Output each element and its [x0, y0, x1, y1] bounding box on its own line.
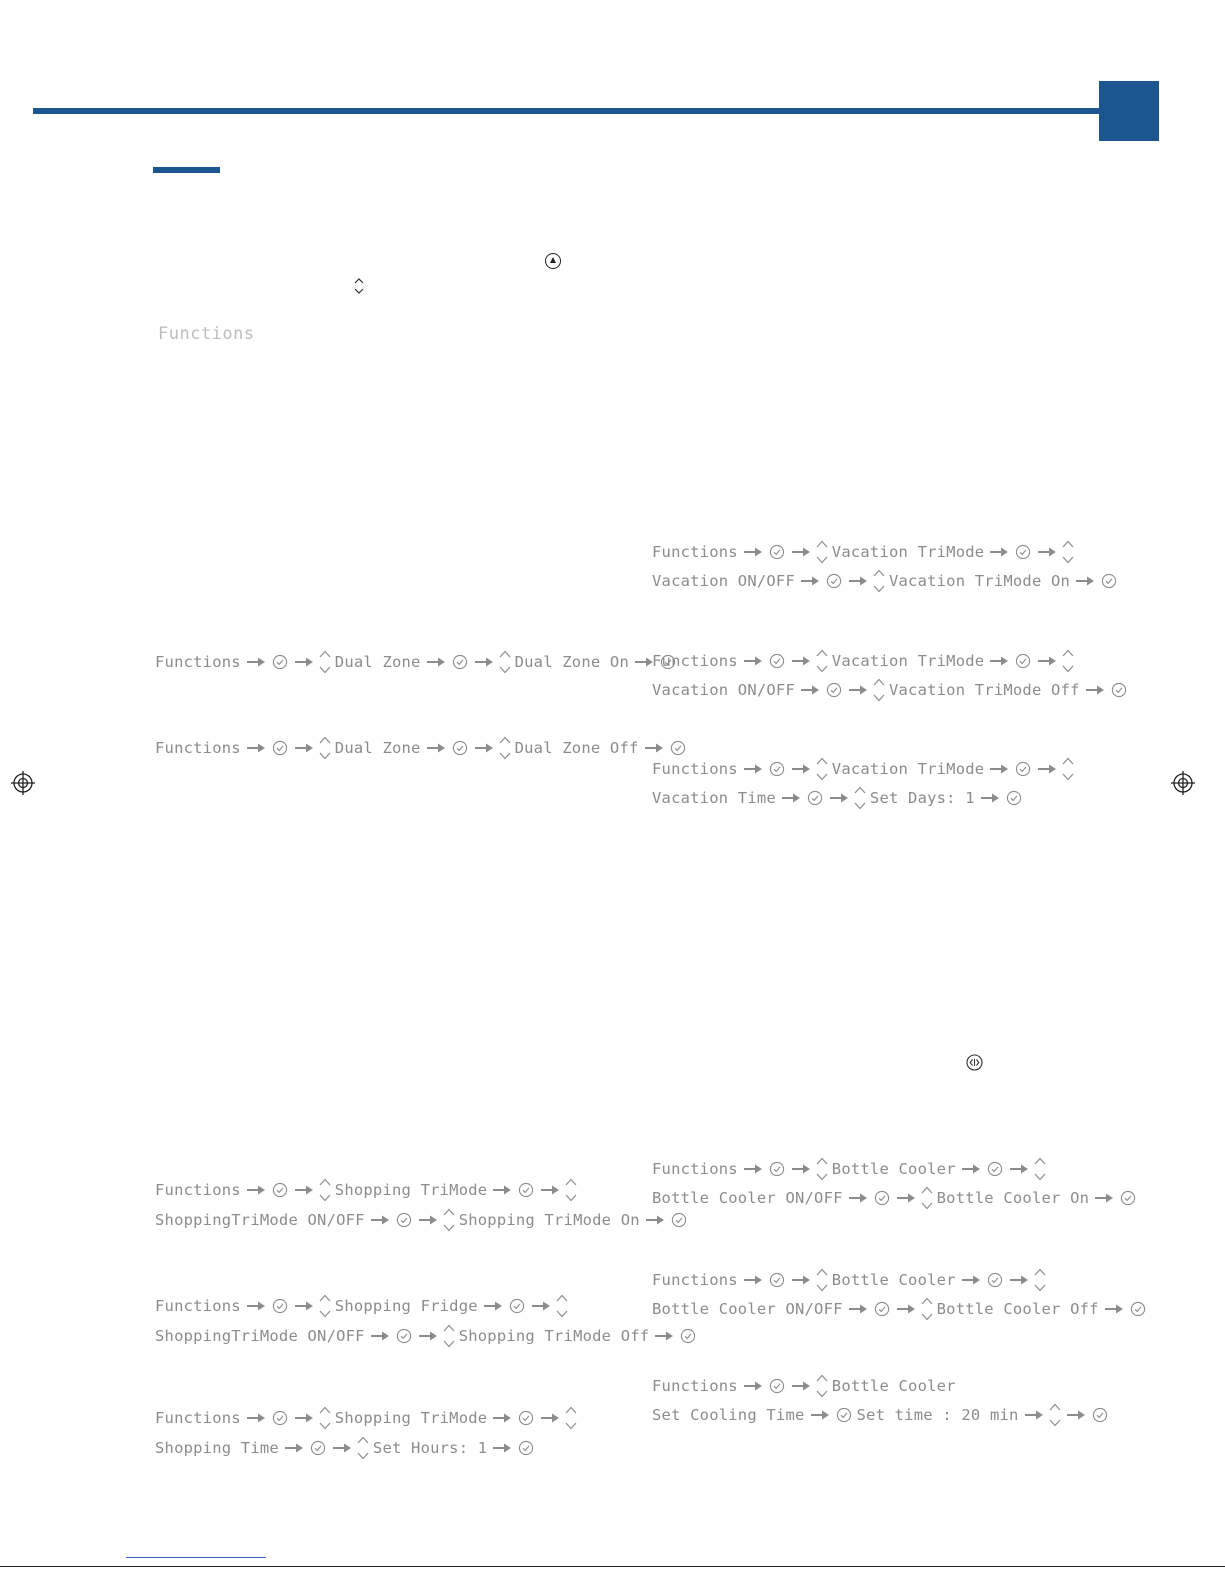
right-arrow-icon: [246, 1300, 266, 1312]
seq-word: Vacation TriMode On: [888, 572, 1071, 590]
right-arrow-icon: [980, 792, 1000, 804]
seq-word: Functions: [652, 543, 738, 561]
up-down-chevron-icon: [318, 1177, 332, 1203]
check-circle-icon: [518, 1182, 534, 1198]
zone-toggle-icon: [966, 1054, 983, 1071]
right-arrow-icon: [1066, 1409, 1086, 1421]
check-circle-icon: [509, 1298, 525, 1314]
right-arrow-icon: [540, 1184, 560, 1196]
right-arrow-icon: [492, 1442, 512, 1454]
check-circle-icon: [518, 1440, 534, 1456]
seq-word: Dual Zone On: [514, 653, 629, 671]
right-arrow-icon: [800, 684, 820, 696]
right-arrow-icon: [284, 1442, 304, 1454]
sequence-shopping-time-line1: [153, 1405, 579, 1431]
seq-word: Bottle Cooler ON/OFF: [652, 1189, 843, 1207]
right-arrow-icon: [1037, 546, 1057, 558]
right-arrow-icon: [1009, 1274, 1029, 1286]
right-arrow-icon: [370, 1330, 390, 1342]
right-arrow-icon: [791, 1380, 811, 1392]
right-arrow-icon: [743, 1163, 763, 1175]
up-down-chevron-icon: [1048, 1402, 1062, 1428]
up-down-chevron-icon: [353, 277, 365, 295]
up-down-chevron-icon: [318, 735, 332, 761]
up-down-chevron-icon: [1061, 539, 1075, 565]
up-down-chevron-icon: [815, 1373, 829, 1399]
right-arrow-icon: [294, 656, 314, 668]
seq-word: Shopping TriMode: [334, 1409, 488, 1427]
check-circle-icon: [826, 682, 842, 698]
right-arrow-icon: [492, 1412, 512, 1424]
sequence-bottle-time-line2: [650, 1402, 1111, 1428]
seq-word: Shopping TriMode: [334, 1181, 488, 1199]
right-arrow-icon: [810, 1409, 830, 1421]
right-arrow-icon: [800, 575, 820, 587]
right-arrow-icon: [1037, 763, 1057, 775]
seq-word: Functions: [155, 1297, 241, 1315]
right-arrow-icon: [743, 1380, 763, 1392]
right-arrow-icon: [246, 1412, 266, 1424]
up-down-chevron-icon: [815, 1156, 829, 1182]
seq-word: Functions: [155, 739, 241, 757]
seq-word: Vacation TriMode Off: [888, 681, 1080, 699]
seq-word: Functions: [652, 1377, 738, 1395]
right-arrow-icon: [1085, 684, 1105, 696]
right-arrow-icon: [474, 656, 494, 668]
sequence-bottle-on-line1: [650, 1156, 1048, 1182]
right-arrow-icon: [1037, 655, 1057, 667]
check-circle-icon: [272, 654, 288, 670]
seq-word: Set Cooling Time: [652, 1406, 805, 1424]
seq-word: Shopping TriMode On: [458, 1211, 640, 1229]
check-circle-icon: [874, 1301, 890, 1317]
sequence-shopping-on-line1: [153, 1177, 579, 1203]
right-arrow-icon: [743, 546, 763, 558]
seq-word: Dual Zone: [334, 739, 421, 757]
right-arrow-icon: [848, 684, 868, 696]
right-arrow-icon: [743, 1274, 763, 1286]
right-arrow-icon: [492, 1184, 512, 1196]
check-circle-icon: [1092, 1407, 1108, 1423]
right-arrow-icon: [961, 1163, 981, 1175]
right-arrow-icon: [1104, 1303, 1124, 1315]
check-circle-icon: [987, 1161, 1003, 1177]
seq-word: Vacation TriMode: [831, 760, 985, 778]
up-down-chevron-icon: [872, 568, 886, 594]
up-down-chevron-icon: [498, 649, 512, 675]
right-arrow-icon: [294, 1300, 314, 1312]
footer-link-underline: [126, 1557, 266, 1558]
footer-rule: [0, 1566, 1225, 1567]
check-circle-icon: [1015, 761, 1031, 777]
right-arrow-icon: [474, 742, 494, 754]
check-circle-icon: [1130, 1301, 1146, 1317]
chapter-tab: [1099, 81, 1159, 141]
right-arrow-icon: [483, 1300, 503, 1312]
section-heading: Functions: [158, 324, 255, 344]
seq-word: Functions: [155, 1409, 241, 1427]
seq-word: Vacation ON/OFF: [652, 572, 795, 590]
check-circle-icon: [518, 1410, 534, 1426]
seq-word: Bottle Cooler On: [936, 1189, 1090, 1207]
up-down-chevron-icon: [555, 1293, 569, 1319]
section-marker: [153, 167, 220, 173]
check-circle-icon: [807, 790, 823, 806]
up-down-chevron-icon: [356, 1435, 370, 1461]
right-arrow-icon: [829, 792, 849, 804]
up-down-chevron-icon: [564, 1177, 578, 1203]
right-arrow-icon: [332, 1442, 352, 1454]
seq-word: ShoppingTriMode ON/OFF: [155, 1211, 365, 1229]
right-arrow-icon: [961, 1274, 981, 1286]
seq-word: Vacation TriMode: [831, 652, 985, 670]
right-arrow-icon: [294, 1412, 314, 1424]
up-down-chevron-icon: [318, 1293, 332, 1319]
seq-word: Bottle Cooler: [831, 1271, 956, 1289]
right-arrow-icon: [654, 1330, 674, 1342]
up-down-chevron-icon: [318, 1405, 332, 1431]
check-circle-icon: [272, 1182, 288, 1198]
right-arrow-icon: [246, 1184, 266, 1196]
check-circle-icon: [769, 1378, 785, 1394]
seq-word: Set Hours: 1: [372, 1439, 488, 1457]
seq-word: Dual Zone: [334, 653, 421, 671]
right-arrow-icon: [781, 792, 801, 804]
seq-word: Vacation ON/OFF: [652, 681, 795, 699]
check-circle-icon: [1015, 544, 1031, 560]
check-circle-icon: [272, 1298, 288, 1314]
up-down-chevron-icon: [815, 648, 829, 674]
header-rule: [33, 108, 1099, 114]
right-arrow-icon: [246, 742, 266, 754]
right-arrow-icon: [989, 655, 1009, 667]
check-circle-icon: [1120, 1190, 1136, 1206]
check-circle-icon: [987, 1272, 1003, 1288]
right-arrow-icon: [896, 1303, 916, 1315]
seq-word: Functions: [155, 653, 241, 671]
check-circle-icon: [826, 573, 842, 589]
seq-word: Set Days: 1: [869, 789, 975, 807]
seq-word: Functions: [652, 652, 738, 670]
check-circle-icon: [1101, 573, 1117, 589]
sequence-bottle-off-line2: [650, 1296, 1149, 1322]
sequence-shopping-off-line2: [153, 1323, 699, 1349]
check-circle-icon: [680, 1328, 696, 1344]
check-circle-icon: [272, 740, 288, 756]
right-arrow-icon: [848, 1303, 868, 1315]
check-circle-icon: [670, 740, 686, 756]
check-circle-icon: [396, 1212, 412, 1228]
right-arrow-icon: [1075, 575, 1095, 587]
seq-word: Functions: [652, 760, 738, 778]
right-arrow-icon: [743, 655, 763, 667]
up-down-chevron-icon: [564, 1405, 578, 1431]
check-circle-icon: [1006, 790, 1022, 806]
right-arrow-icon: [989, 763, 1009, 775]
right-arrow-icon: [644, 742, 664, 754]
seq-word: Bottle Cooler ON/OFF: [652, 1300, 843, 1318]
up-down-chevron-icon: [815, 1267, 829, 1293]
up-down-chevron-icon: [1033, 1156, 1047, 1182]
check-circle-icon: [769, 1161, 785, 1177]
check-circle-icon: [769, 653, 785, 669]
seq-word: Shopping TriMode Off: [458, 1327, 650, 1345]
sequence-vacation-on-line2: [650, 568, 1120, 594]
sequence-shopping-off-line1: [153, 1293, 570, 1319]
up-down-chevron-icon: [920, 1185, 934, 1211]
seq-word: Functions: [652, 1160, 738, 1178]
right-arrow-icon: [848, 1192, 868, 1204]
seq-word: Functions: [652, 1271, 738, 1289]
up-down-chevron-icon: [1061, 648, 1075, 674]
right-arrow-icon: [848, 575, 868, 587]
up-down-chevron-icon: [815, 539, 829, 565]
check-circle-icon: [396, 1328, 412, 1344]
right-arrow-icon: [370, 1214, 390, 1226]
sequence-vacation-off-line2: [650, 677, 1130, 703]
right-arrow-icon: [1009, 1163, 1029, 1175]
seq-word: Set time : 20 min: [856, 1406, 1019, 1424]
check-circle-icon: [874, 1190, 890, 1206]
up-down-chevron-icon: [1061, 756, 1075, 782]
up-down-chevron-icon: [442, 1323, 456, 1349]
sequence-shopping-time-line2: [153, 1435, 537, 1461]
right-arrow-icon: [896, 1192, 916, 1204]
sequence-vacation-on-line1: [650, 539, 1076, 565]
seq-word: ShoppingTriMode ON/OFF: [155, 1327, 365, 1345]
right-arrow-icon: [246, 656, 266, 668]
right-arrow-icon: [294, 1184, 314, 1196]
sequence-bottle-on-line2: [650, 1185, 1139, 1211]
seq-word: Bottle Cooler: [831, 1160, 956, 1178]
check-circle-icon: [1015, 653, 1031, 669]
check-circle-icon: [769, 761, 785, 777]
right-arrow-icon: [645, 1214, 665, 1226]
check-circle-icon: [836, 1407, 852, 1423]
registration-mark-icon: [1171, 771, 1195, 795]
seq-word: Bottle Cooler: [831, 1377, 956, 1395]
seq-word: Shopping Fridge: [334, 1297, 478, 1315]
up-down-chevron-icon: [442, 1207, 456, 1233]
sequence-vacation-time-line1: [650, 756, 1076, 782]
right-arrow-icon: [791, 655, 811, 667]
check-circle-icon: [671, 1212, 687, 1228]
check-circle-icon: [769, 544, 785, 560]
right-arrow-icon: [540, 1412, 560, 1424]
sequence-vacation-time-line2: [650, 785, 1025, 811]
right-arrow-icon: [294, 742, 314, 754]
check-circle-icon: [452, 654, 468, 670]
right-arrow-icon: [791, 1274, 811, 1286]
sequence-dual-zone-on: [153, 649, 679, 675]
right-arrow-icon: [531, 1300, 551, 1312]
seq-word: Bottle Cooler Off: [936, 1300, 1099, 1318]
sequence-bottle-time-line1: [650, 1373, 958, 1399]
check-circle-icon: [310, 1440, 326, 1456]
right-arrow-icon: [426, 656, 446, 668]
right-arrow-icon: [791, 546, 811, 558]
up-button-icon: [545, 253, 561, 269]
right-arrow-icon: [1094, 1192, 1114, 1204]
sequence-dual-zone-off: [153, 735, 689, 761]
up-down-chevron-icon: [318, 649, 332, 675]
seq-word: Dual Zone Off: [514, 739, 639, 757]
right-arrow-icon: [1024, 1409, 1044, 1421]
up-down-chevron-icon: [853, 785, 867, 811]
check-circle-icon: [272, 1410, 288, 1426]
right-arrow-icon: [989, 546, 1009, 558]
check-circle-icon: [452, 740, 468, 756]
right-arrow-icon: [791, 1163, 811, 1175]
right-arrow-icon: [426, 742, 446, 754]
up-down-chevron-icon: [498, 735, 512, 761]
seq-word: Functions: [155, 1181, 241, 1199]
check-circle-icon: [769, 1272, 785, 1288]
sequence-vacation-off-line1: [650, 648, 1076, 674]
up-down-chevron-icon: [815, 756, 829, 782]
registration-mark-icon: [11, 771, 35, 795]
sequence-shopping-on-line2: [153, 1207, 690, 1233]
up-down-chevron-icon: [1033, 1267, 1047, 1293]
seq-word: Shopping Time: [155, 1439, 279, 1457]
check-circle-icon: [1111, 682, 1127, 698]
seq-word: Vacation Time: [652, 789, 776, 807]
right-arrow-icon: [418, 1214, 438, 1226]
right-arrow-icon: [791, 763, 811, 775]
up-down-chevron-icon: [920, 1296, 934, 1322]
right-arrow-icon: [418, 1330, 438, 1342]
right-arrow-icon: [743, 763, 763, 775]
up-down-chevron-icon: [872, 677, 886, 703]
seq-word: Vacation TriMode: [831, 543, 985, 561]
sequence-bottle-off-line1: [650, 1267, 1048, 1293]
